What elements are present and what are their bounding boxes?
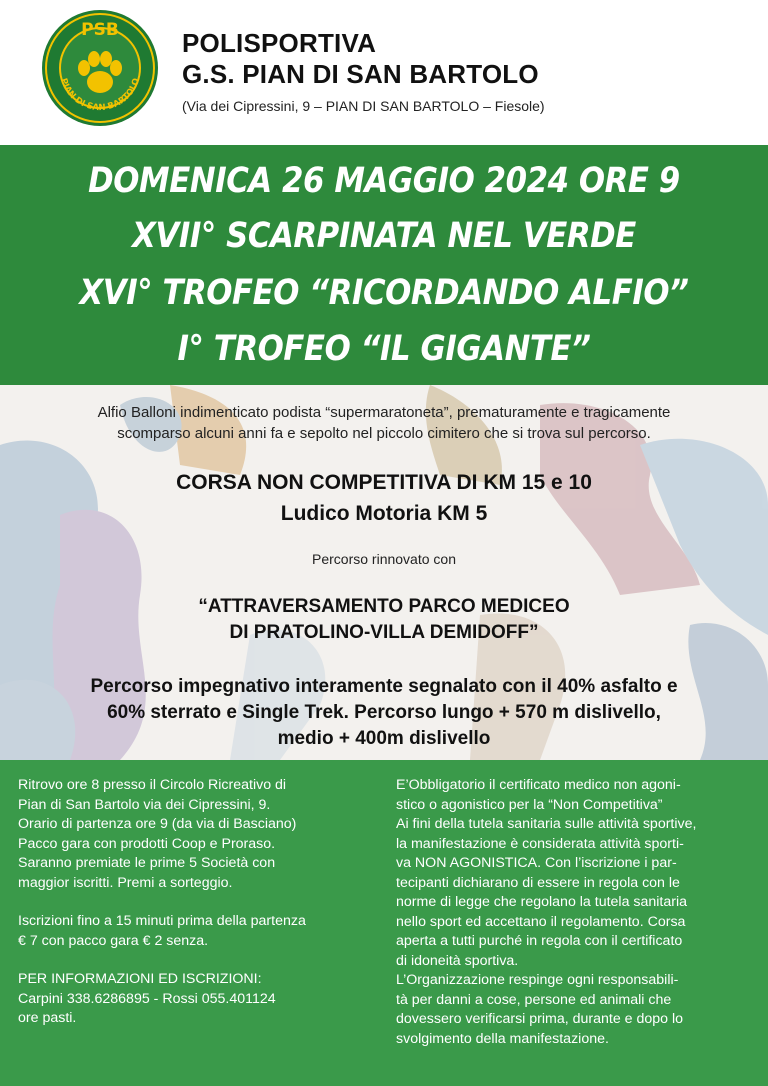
disclaimer-line: tà per danni a cose, persone ed animali che (396, 991, 672, 1008)
trophy-alfio: XVI° TROFEO “RICORDANDO ALFIO” (79, 273, 689, 313)
route-details (0, 674, 768, 752)
park-line: DI PRATOLINO-VILLA DEMIDOFF” (229, 622, 539, 643)
medical-disclaimer (396, 776, 752, 1049)
disclaimer-line: norme di legge che regolano la tutela sanitaria (396, 894, 688, 910)
info-line: Pacco gara con prodotti Coop e Proraso. (18, 835, 276, 852)
org-address: (Via dei Cipressini, 9 – PIAN DI SAN BARTOLO – Fiesole) (182, 98, 545, 114)
disclaimer-line: E’Obbligatorio il certificato medico non agoni- (396, 777, 681, 793)
org-name-line1: POLISPORTIVA (182, 28, 377, 58)
contact-phones: Carpini 338.6286895 - Rossi 055.401124 (18, 990, 276, 1007)
info-line: maggior iscritti. Premi a sorteggio. (18, 874, 233, 891)
route-line: medio + 400m dislivello (277, 728, 491, 749)
logo-ring-text: PIAN DI SAN BARTOLO (58, 77, 142, 114)
disclaimer-line: L’Organizzazione respinge ogni responsabili- (396, 972, 679, 988)
course-type (0, 467, 768, 529)
park-crossing (0, 594, 768, 646)
route-line: 60% sterrato e Single Trek. Percorso lungo + 570 m dislivello, (107, 702, 661, 723)
header (0, 0, 768, 145)
fee-line: Iscrizioni fino a 15 minuti prima della partenza (18, 913, 306, 929)
event-banner (0, 145, 768, 385)
fee-line: € 7 con pacco gara € 2 senza. (18, 932, 209, 949)
registration-info (18, 776, 358, 1029)
course-line: CORSA NON COMPETITIVA DI KM 15 e 10 (176, 471, 592, 494)
route-line: Percorso impegnativo interamente segnalato con il 40% asfalto e (90, 676, 678, 697)
contact-hours: ore pasti. (18, 1010, 77, 1026)
course-line: Ludico Motoria KM 5 (280, 502, 488, 525)
event-title: XVII° SCARPINATA NEL VERDE (132, 216, 636, 256)
info-line: Saranno premiate le prime 5 Società con (18, 855, 276, 871)
renewed-route-text: Percorso rinnovato con (312, 551, 456, 567)
intro-line: Alfio Balloni indimenticato podista “supermaratoneta”, prematuramente e tragicamente (97, 404, 671, 421)
intro-line: scomparso alcuni anni fa e sepolto nel piccolo cimitero che si trova sul percorso. (117, 425, 651, 442)
disclaimer-line: nello sport ed accettano il regolamento. Corsa (396, 913, 686, 930)
trophy-gigante: I° TROFEO “IL GIGANTE” (177, 329, 591, 369)
disclaimer-line: aperta a tutti purché in regola con il certificato (396, 933, 683, 949)
disclaimer-line: svolgimento della manifestazione. (396, 1030, 609, 1047)
intro-text (0, 402, 768, 444)
info-section (0, 760, 768, 1086)
info-line: Orario di partenza ore 9 (da via di Basciano) (18, 816, 297, 832)
disclaimer-line: tecipanti dichiarano di essere in regola con le (396, 874, 680, 891)
org-name-line2: G.S. PIAN DI SAN BARTOLO (182, 59, 539, 89)
disclaimer-line: va NON AGONISTICA. Con l’iscrizione i par- (396, 855, 677, 871)
disclaimer-line: Ai fini della tutela sanitaria sulle attività sportive, (396, 816, 697, 832)
info-line: Pian di San Bartolo via dei Cipressini, 9. (18, 796, 271, 813)
psb-logo (40, 8, 160, 128)
event-date: DOMENICA 26 MAGGIO 2024 ORE 9 (88, 161, 680, 201)
disclaimer-line: dovessero verificarsi prima, durante e dopo lo (396, 1011, 684, 1027)
contact-heading: PER INFORMAZIONI ED ISCRIZIONI: (18, 971, 262, 987)
logo-initials: PSB (81, 20, 119, 40)
park-line: “ATTRAVERSAMENTO PARCO MEDICEO (198, 596, 570, 617)
info-line: Ritrovo ore 8 presso il Circolo Ricreativo di (18, 777, 287, 793)
disclaimer-line: stico o agonistico per la “Non Competitiva” (396, 796, 663, 813)
disclaimer-line: la manifestazione è considerata attività sporti- (396, 835, 684, 852)
course-info-section (0, 385, 768, 760)
org-name (182, 28, 539, 90)
disclaimer-line: di idoneità sportiva. (396, 952, 519, 969)
